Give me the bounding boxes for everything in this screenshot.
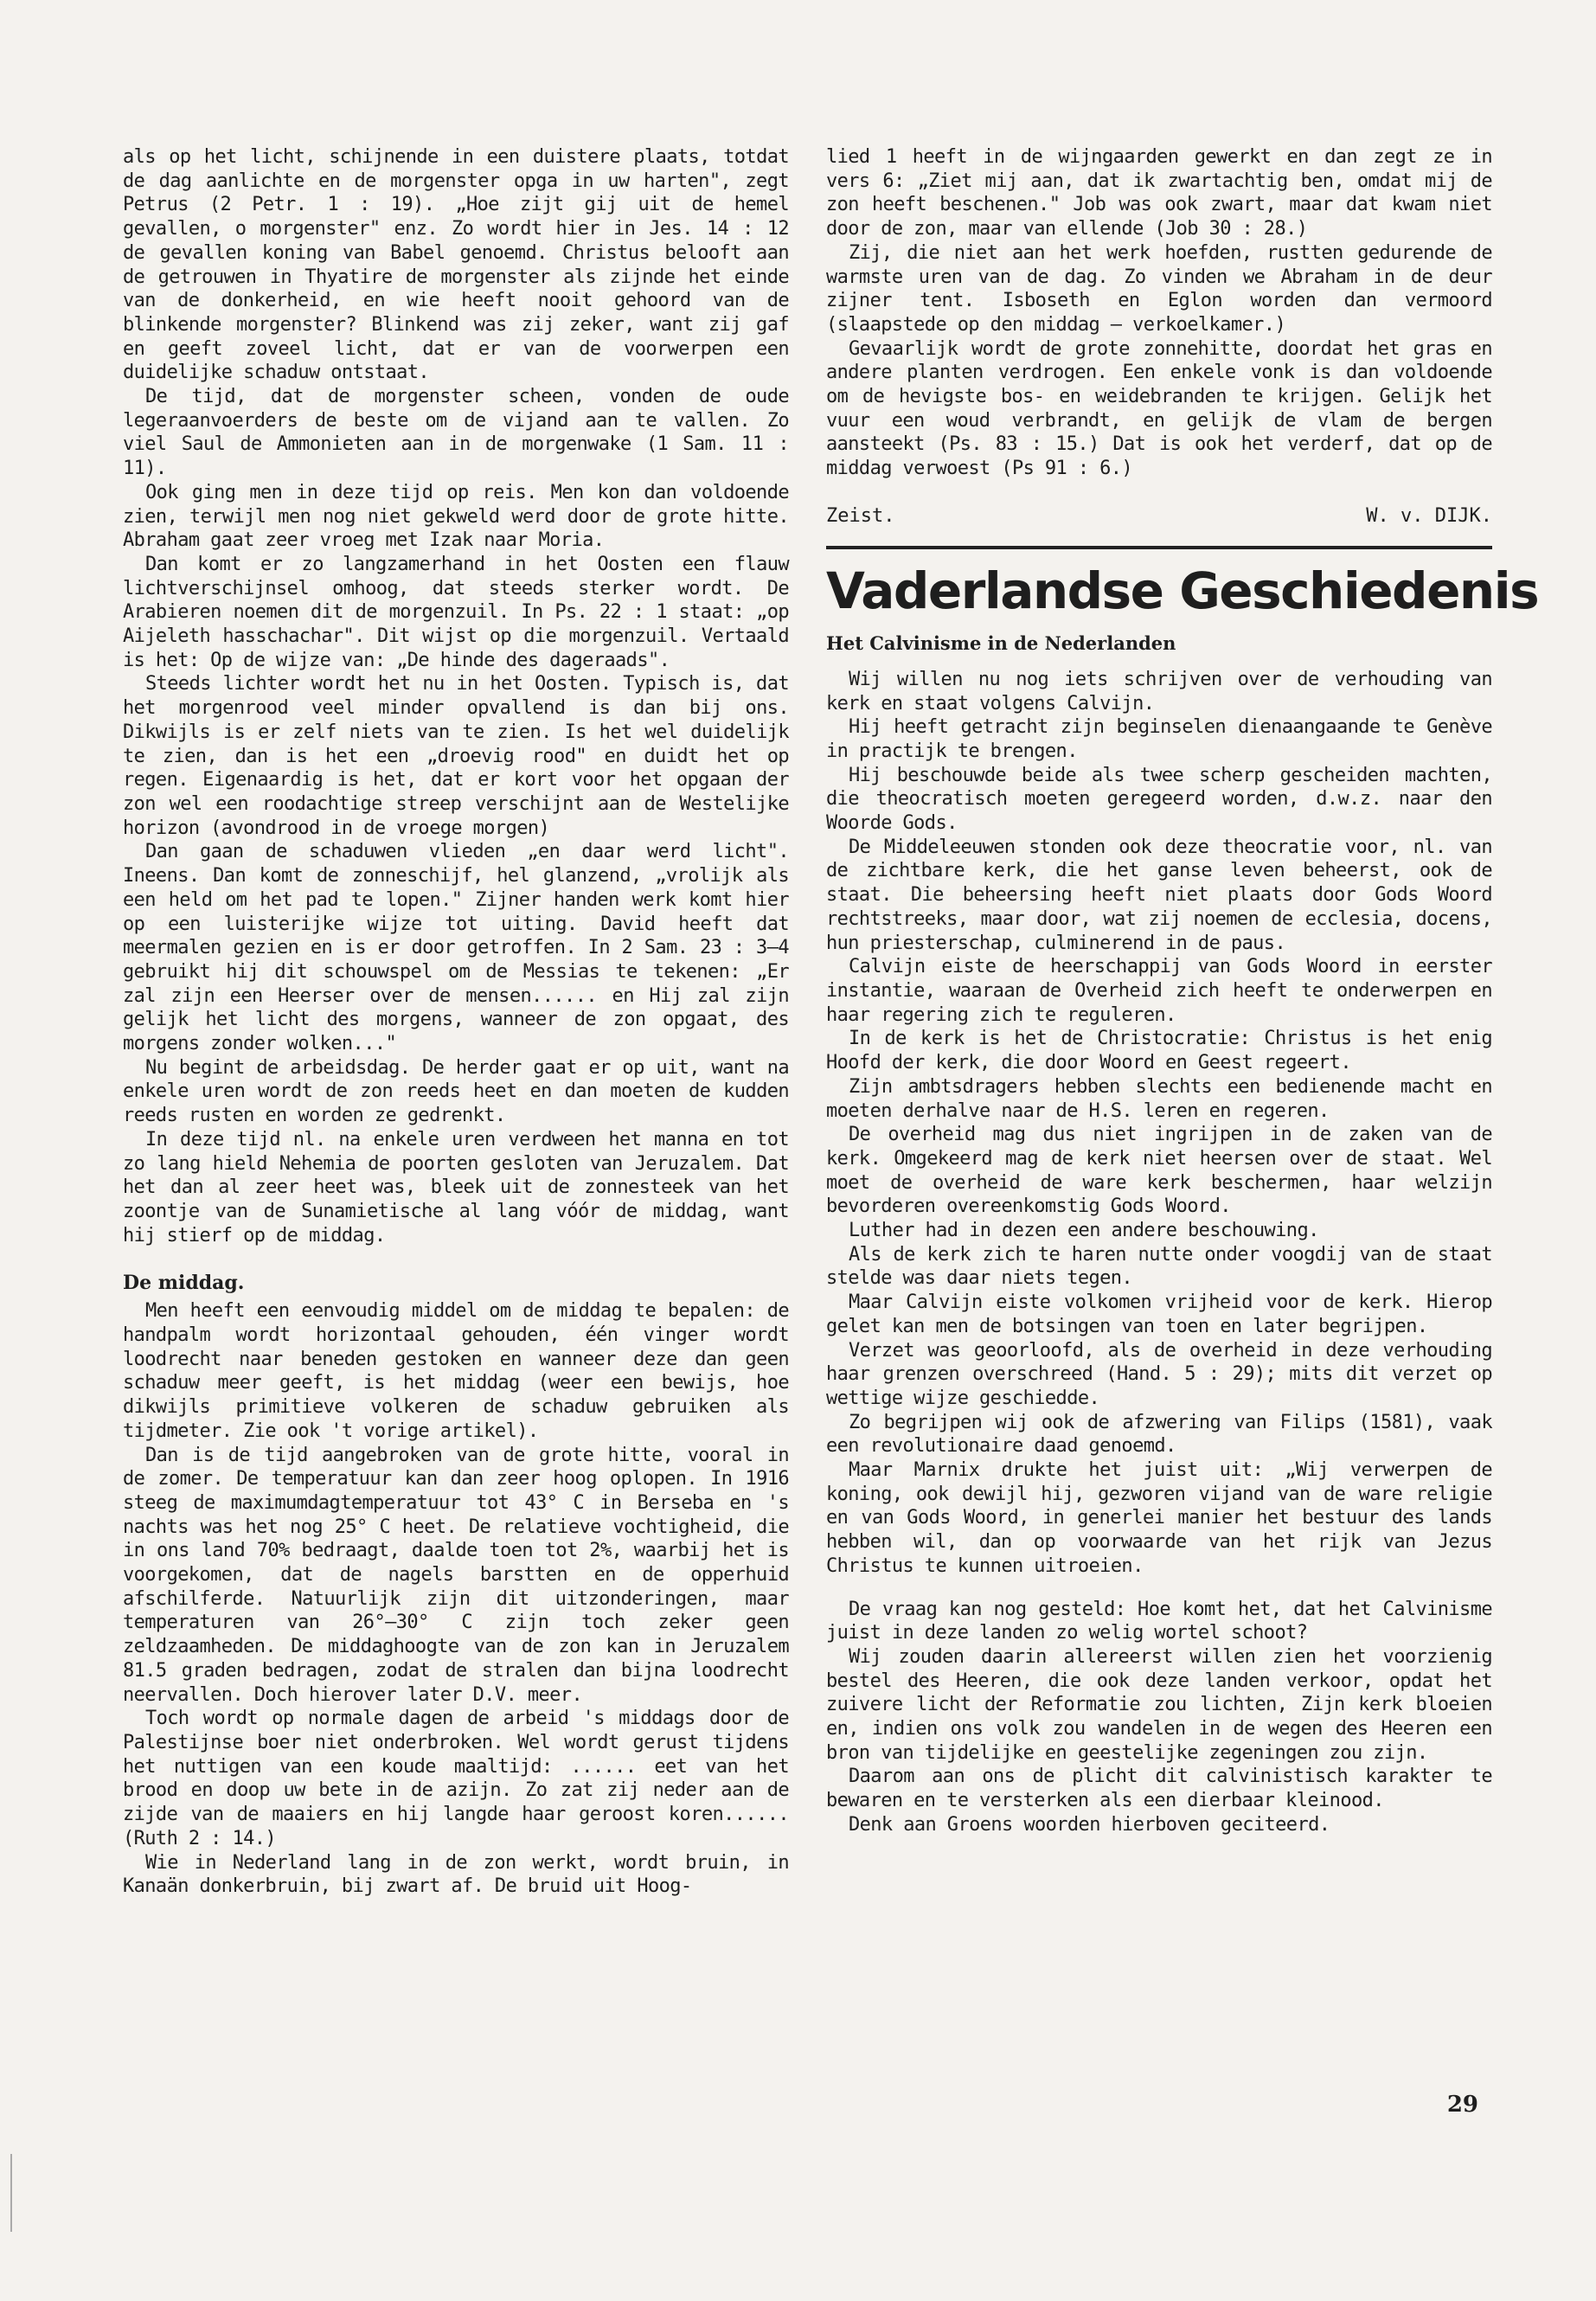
paragraph: Als de kerk zich te haren nutte onder voogdij van de staat stelde was daar niets tegen. [826, 1243, 1492, 1290]
paragraph: Denk aan Groens woorden hierboven geciteerd. [849, 1813, 1330, 1836]
signature-place: Zeist. [826, 504, 895, 527]
paragraph-gap [826, 1579, 1492, 1598]
paragraph: Calvijn eiste de heerschappij van Gods Woord in eerster instantie, waaraan de Overheid zich heeft te onderwerpen en haar regering zich te reguleren. [826, 956, 1492, 1026]
paragraph: Men heeft een eenvoudig middel om de middag te bepalen: de handpalm wordt horizontaal gehouden, één vinger wordt loodrecht naar beneden gestoken en wanneer deze dan geen schaduw meer geeft, is het middag (weer een bewijs, hoe dikwijls primitieve volkeren de schaduw gebruiken als tijdmeter. Zie ook 't vorige artikel). [123, 1300, 789, 1442]
paragraph: Nu begint de arbeidsdag. De herder gaat er op uit, want na enkele uren wordt de zon reeds heet en dan moeten de kudden reeds rusten en worden ze gedrenkt. [123, 1056, 789, 1127]
paragraph: Hij beschouwde beide als twee scherp gescheiden machten, die theocratisch moeten geregeerd worden, d.w.z. naar den Woorde Gods. [826, 764, 1492, 835]
paragraph: Zij, die niet aan het werk hoefden, rustten gedurende de warmste uren van de dag. Zo vinden we Abraham in de deur zijner tent. Isboseth en Eglon worden dan vermoord (slaapstede op den middag — verkoelkamer.) [826, 241, 1492, 336]
paragraph: Wij willen nu nog iets schrijven over de verhouding van kerk en staat volgens Calvijn. [826, 668, 1492, 715]
paragraph: Dan gaan de schaduwen vlieden „en daar werd licht". Ineens. Dan komt de zonneschijf, hel glanzend, „vrolijk als een held om het pad te lopen." Zijner handen werk komt hier op een luisterijke wijze tot uiting. David heeft dat meermalen gezien en is er door getroffen. In 2 Sam. 23 : 3—4 gebruikt hij dit schouwspel om de Messias te tekenen: „Er zal zijn een Heerser over de mensen...... en Hij zal zijn gelijk het licht des morgens, wanneer de zon opgaat, des morgens zonder wolken..." [123, 841, 789, 1055]
paragraph: Ook ging men in deze tijd op reis. Men kon dan voldoende zien, terwijl men nog niet gekweld werd door de grote hitte. Abraham gaat zeer vroeg met Izak naar Moria. [123, 481, 789, 552]
paragraph: De overheid mag dus niet ingrijpen in de zaken van de kerk. Omgekeerd mag de kerk niet heersen over de staat. Wel moet de overheid de ware kerk beschermen, haar welzijn bevorderen overeenkomstig Gods Woord. [826, 1124, 1492, 1218]
paragraph: In deze tijd nl. na enkele uren verdween het manna en tot zo lang hield Nehemia de poorten gesloten van Jeruzalem. Dat het dan al zeer heet was, bleek uit de zonnesteek van het zoontje van de Sunamietische al lang vóór de middag, want hij stierf op de middag. [123, 1128, 789, 1247]
signature-author: W. v. DIJK. [1366, 504, 1492, 527]
subheading-middag: De middag. [123, 1272, 245, 1295]
page-number: 29 [1446, 2092, 1478, 2118]
paragraph: Daarom aan ons de plicht dit calvinistisch karakter te bewaren en te versterken als een dierbaar kleinood. [826, 1766, 1492, 1812]
paragraph: De Middeleeuwen stonden ook deze theocratie voor, nl. van de zichtbare kerk, die het ganse leven beheerst, ook de staat. Die beheersing heeft niet plaats door Gods Woord rechtstreeks, maar door, wat zij noemen de ecclesia, docens, hun priesterschap, culminerend in de paus. [826, 836, 1492, 954]
paragraph: De vraag kan nog gesteld: Hoe komt het, dat het Calvinisme juist in deze landen zo welig wortel schoot? [826, 1598, 1492, 1644]
article-subtitle: Het Calvinisme in de Nederlanden [826, 631, 1176, 654]
paragraph: Gevaarlijk wordt de grote zonnehitte, doordat het gras en andere planten verdrogen. Een enkele vonk is dan voldoende om de hevigste bos- en weidebranden te krijgen. Gelijk het vuur een woud verbrandt, en gelijk de vlam de bergen aansteekt (Ps. 83 : 15.) Dat is ook het verderf, dat op de middag verwoest (Ps 91 : 6.) [826, 337, 1492, 480]
paragraph: Maar Calvijn eiste volkomen vrijheid voor de kerk. Hierop gelet kan men de botsingen van toen en later begrijpen. [826, 1292, 1492, 1337]
paragraph: Maar Marnix drukte het juist uit: „Wij verwerpen de koning, ook dewijl hij, gezworen vijand van de ware religie en van Gods Woord, in generlei manier het bestuur des lands hebben wil, dan op voorwaarde van het rijk van Jezus Christus te kunnen uitroeien. [826, 1459, 1492, 1577]
paragraph: Wij zouden daarin allereerst willen zien het voorzienig bestel des Heeren, die ook deze landen verkoor, opdat het zuivere licht der Reformatie zou lichten, Zijn kerk bloeien en, indien ons volk zou wandelen in de wegen des Heeren een bron van tijdelijke en geestelijke zegeningen zou zijn. [826, 1645, 1492, 1764]
paragraph: Verzet was geoorloofd, als de overheid in deze verhouding haar grenzen overschreed (Hand. 5 : 29); mits dit verzet op wettige wijze geschiedde. [826, 1339, 1492, 1409]
section-title: Vaderlandse Geschiedenis [826, 561, 1539, 620]
scan-margin-line [10, 2154, 12, 2232]
paragraph: Zijn ambtsdragers hebben slechts een bedienende macht en moeten derhalve naar de H.S. leren en regeren. [826, 1075, 1492, 1122]
signature-line [826, 505, 1492, 527]
paragraph: De tijd, dat de morgenster scheen, vonden de oude legeraanvoerders de beste om de vijand aan te vallen. Zo viel Saul de Ammonieten aan in de morgenwake (1 Sam. 11 : 11). [123, 386, 789, 480]
paragraph: lied 1 heeft in de wijngaarden gewerkt en dan zegt ze in vers 6: „Ziet mij aan, dat ik zwartachtig ben, omdat mij de zon heeft beschenen." Job was ook zwart, maar dat kwam niet door de zon, maar van ellende (Job 30 : 28.) [826, 146, 1492, 240]
paragraph: Zo begrijpen wij ook de afzwering van Filips (1581), vaak een revolutionaire daad genoemd. [826, 1411, 1492, 1458]
right-column [826, 145, 1539, 1837]
paragraph: Dan is de tijd aangebroken van de grote hitte, vooral in de zomer. De temperatuur kan dan zeer hoog oplopen. In 1916 steeg de maximumdagtemperatuur tot 43° C in Berseba en 's nachts was het nog 25° C heet. De relatieve vochtigheid, die in ons land 70% bedraagt, daalde toen tot 2%, waarbij het is voorgekomen, dat de nagels barstten en de opperhuid afschilferde. Natuurlijk zijn dit uitzonderingen, maar temperaturen van 26°—30° C zijn toch zeker geen zeldzaamheden. De middaghoogte van de zon kan in Jeruzalem 81.5 graden bedragen, zodat de stralen dan bijna loodrecht neervallen. Doch hierover later D.V. meer. [123, 1444, 789, 1706]
section-divider [826, 546, 1492, 549]
paragraph: als op het licht, schijnende in een duistere plaats, totdat de dag aanlichte en de morgenster opga in uw harten", zegt Petrus (2 Petr. 1 : 19). „Hoe zijt gij uit de hemel gevallen, o morgenster" enz. Zo wordt hier in Jes. 14 : 12 de gevallen koning van Babel genoemd. Christus belooft aan de getrouwen in Thyatire de morgenster als zijnde het einde van de donkerheid, en wie heeft nooit gehoord van de blinkende morgenster? Blinkend was zij zeker, want zij gaf en geeft zoveel licht, dat er van de voorwerpen een duidelijke schaduw ontstaat. [123, 146, 789, 384]
paragraph: Toch wordt op normale dagen de arbeid 's middags door de Palestijnse boer niet onderbroken. Wel wordt gerust tijdens het nuttigen van een koude maaltijd: ...... eet van het brood en doop uw bete in de azijn. Zo zat zij neder aan de zijde van de maaiers en hij langde haar geroost koren...... (Ruth 2 : 14.) [123, 1708, 789, 1849]
paragraph: Dan komt er zo langzamerhand in het Oosten een flauw lichtverschijnsel omhoog, dat steeds sterker wordt. De Arabieren noemen dit de morgenzuil. In Ps. 22 : 1 staat: „op Aijeleth hasschachar". Dit wijst op die morgenzuil. Vertaald is het: Op de wijze van: „De hinde des dageraads". [123, 553, 789, 671]
paragraph: Hij heeft getracht zijn beginselen dienaangaande te Genève in practijk te brengen. [826, 716, 1492, 762]
paragraph: Wie in Nederland lang in de zon werkt, wordt bruin, in Kanaän donkerbruin, bij zwart af. De bruid uit Hoog- [123, 1851, 789, 1898]
paragraph: Luther had in dezen een andere beschouwing. [849, 1220, 1319, 1242]
paragraph: Steeds lichter wordt het nu in het Oosten. Typisch is, dat het morgenrood veel minder opvallend is dan bij ons. Dikwijls is er zelf niets van te zien. Is het wel duidelijk te zien, dan is het een „droevig rood" en duidt het op regen. Eigenaardig is het, dat er kort voor het opgaan der zon wel een roodachtige streep verschijnt aan de Westelijke horizon (avondrood in de vroege morgen) [123, 673, 789, 839]
left-column [123, 145, 789, 1899]
paragraph: In de kerk is het de Christocratie: Christus is het enig Hoofd der kerk, die door Woord en Geest regeert. [826, 1028, 1492, 1074]
